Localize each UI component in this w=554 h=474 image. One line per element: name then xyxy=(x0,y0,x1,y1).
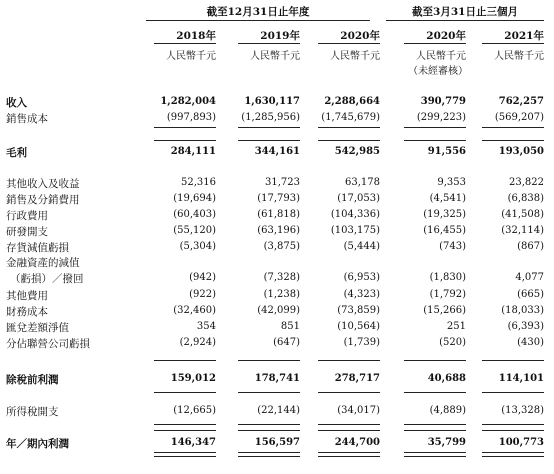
row-value-col-3: (1,739) xyxy=(343,337,380,348)
row-value-col-4: 40,688 xyxy=(427,373,466,384)
row-value-col-5: 23,822 xyxy=(509,177,544,188)
profit-top-rule xyxy=(238,430,300,431)
fiscal-year-period-header: 截至12月31日止年度 xyxy=(206,6,310,18)
pretax-profit-top-rule xyxy=(238,360,300,361)
row-value-col-1: (60,403) xyxy=(173,209,216,220)
row-value-col-2: (1,285,956) xyxy=(241,112,300,123)
subtotal-rule xyxy=(238,127,300,128)
gross-profit-top-rule xyxy=(482,140,544,141)
row-label: 銷售成本 xyxy=(6,113,48,125)
row-label: 行政費用 xyxy=(6,210,48,222)
row-value-col-5: (41,508) xyxy=(501,209,544,220)
pretax-profit-top-rule xyxy=(318,360,380,361)
income-tax-bottom-rule xyxy=(238,424,300,425)
row-value-col-1: (32,460) xyxy=(173,305,216,316)
row-value-col-4: 390,779 xyxy=(420,96,466,107)
row-value-col-2: (7,328) xyxy=(263,272,300,283)
profit-top-rule xyxy=(318,430,380,431)
profit-double-rule xyxy=(154,452,216,457)
row-label: 其他收入及收益 xyxy=(6,178,80,190)
year-header-4: 2020年 xyxy=(426,30,466,42)
row-value-col-5: (569,207) xyxy=(494,112,544,123)
income-tax-bottom-rule xyxy=(404,424,466,425)
row-value-col-4: (15,266) xyxy=(423,305,466,316)
income-tax-bottom-rule xyxy=(318,424,380,425)
row-value-col-2: 851 xyxy=(280,321,300,332)
row-value-col-4: (19,325) xyxy=(423,209,466,220)
subtotal-rule xyxy=(318,127,380,128)
row-value-col-4: (4,889) xyxy=(429,405,466,416)
row-label: 毛利 xyxy=(6,147,27,159)
row-value-col-1: (922) xyxy=(189,289,216,300)
year-header-rule-2 xyxy=(238,43,300,44)
subtotal-rule xyxy=(482,127,544,128)
pretax-profit-top-rule xyxy=(154,360,216,361)
row-label: 研發開支 xyxy=(6,226,48,238)
row-value-col-2: 156,597 xyxy=(254,437,300,448)
quarter-period-header: 截至3月31日止三個月 xyxy=(412,6,518,18)
row-value-col-2: (17,793) xyxy=(257,193,300,204)
pretax-profit-bottom-rule xyxy=(404,392,466,393)
gross-profit-top-rule xyxy=(238,140,300,141)
quarter-header-rule xyxy=(386,20,544,21)
row-label: 金融資產的減值 xyxy=(6,257,80,269)
row-value-col-4: (4,541) xyxy=(429,193,466,204)
row-value-col-3: 278,717 xyxy=(334,373,380,384)
profit-top-rule xyxy=(154,430,216,431)
profit-top-rule xyxy=(404,430,466,431)
pretax-profit-top-rule xyxy=(404,360,466,361)
row-value-col-2: (42,099) xyxy=(257,305,300,316)
row-value-col-5: (430) xyxy=(517,337,544,348)
row-value-col-4: 9,353 xyxy=(437,177,466,188)
row-value-col-4: (1,830) xyxy=(429,272,466,283)
row-value-col-2: 31,723 xyxy=(265,177,300,188)
row-value-col-5: 193,050 xyxy=(498,146,544,157)
row-value-col-1: 354 xyxy=(196,321,216,332)
row-value-col-4: (299,223) xyxy=(416,112,466,123)
row-value-col-2: 344,161 xyxy=(254,146,300,157)
row-label: 匯兌差額淨值 xyxy=(6,322,69,334)
row-value-col-3: (6,953) xyxy=(343,272,380,283)
profit-double-rule xyxy=(482,452,544,457)
unit-label-3: 人民幣千元 xyxy=(330,51,380,62)
row-value-col-1: 159,012 xyxy=(170,373,216,384)
profit-double-rule xyxy=(404,452,466,457)
year-header-3: 2020年 xyxy=(340,30,380,42)
row-value-col-5: 4,077 xyxy=(515,272,544,283)
income-tax-bottom-rule xyxy=(482,424,544,425)
row-label: （虧損）／撥回 xyxy=(10,273,84,285)
row-value-col-2: 1,630,117 xyxy=(244,96,300,107)
row-value-col-2: (22,144) xyxy=(257,405,300,416)
row-value-col-2: (1,238) xyxy=(263,289,300,300)
row-label: 其他費用 xyxy=(6,290,48,302)
year-header-rule-1 xyxy=(154,43,216,44)
year-header-rule-4 xyxy=(404,43,466,44)
row-value-col-3: (10,564) xyxy=(337,321,380,332)
row-value-col-1: 146,347 xyxy=(170,437,216,448)
row-value-col-1: (5,304) xyxy=(179,241,216,252)
unit-label-4: 人民幣千元 xyxy=(416,51,466,62)
unaudited-note: （未經審核） xyxy=(408,66,468,77)
row-value-col-3: (104,336) xyxy=(330,209,380,220)
subtotal-rule xyxy=(404,127,466,128)
row-value-col-3: (1,745,679) xyxy=(321,112,380,123)
unit-label-2: 人民幣千元 xyxy=(250,51,300,62)
row-value-col-5: (867) xyxy=(517,241,544,252)
row-value-col-4: (1,792) xyxy=(429,289,466,300)
row-value-col-5: (18,033) xyxy=(501,305,544,316)
row-value-col-3: 63,178 xyxy=(345,177,380,188)
row-value-col-5: (32,114) xyxy=(501,225,544,236)
pretax-profit-bottom-rule xyxy=(482,392,544,393)
row-value-col-3: (103,175) xyxy=(330,225,380,236)
year-header-1: 2018年 xyxy=(176,30,216,42)
profit-top-rule xyxy=(482,430,544,431)
income-tax-bottom-rule xyxy=(154,424,216,425)
row-value-col-3: (17,053) xyxy=(337,193,380,204)
row-value-col-1: (12,665) xyxy=(173,405,216,416)
row-value-col-5: 114,101 xyxy=(498,373,544,384)
row-value-col-2: (647) xyxy=(273,337,300,348)
pretax-profit-top-rule xyxy=(482,360,544,361)
pretax-profit-bottom-rule xyxy=(318,392,380,393)
row-label: 所得稅開支 xyxy=(6,406,59,418)
row-value-col-2: (3,875) xyxy=(263,241,300,252)
row-value-col-4: (743) xyxy=(439,241,466,252)
row-value-col-2: (61,818) xyxy=(257,209,300,220)
row-value-col-1: (942) xyxy=(189,272,216,283)
pretax-profit-bottom-rule xyxy=(154,392,216,393)
row-value-col-5: 100,773 xyxy=(498,437,544,448)
row-value-col-1: 52,316 xyxy=(181,177,216,188)
row-value-col-4: (16,455) xyxy=(423,225,466,236)
row-label: 分佔聯營公司虧損 xyxy=(6,338,90,350)
row-value-col-5: (6,393) xyxy=(507,321,544,332)
row-value-col-1: (2,924) xyxy=(179,337,216,348)
row-label: 存貨減值虧損 xyxy=(6,242,69,254)
unit-label-5: 人民幣千元 xyxy=(494,51,544,62)
year-header-rule-3 xyxy=(318,43,380,44)
profit-double-rule xyxy=(318,452,380,457)
row-value-col-5: (665) xyxy=(517,289,544,300)
year-header-rule-5 xyxy=(482,43,544,44)
row-value-col-3: (34,017) xyxy=(337,405,380,416)
gross-profit-top-rule xyxy=(318,140,380,141)
row-value-col-1: (997,893) xyxy=(166,112,216,123)
pretax-profit-bottom-rule xyxy=(238,392,300,393)
gross-profit-top-rule xyxy=(154,140,216,141)
row-value-col-1: 284,111 xyxy=(170,146,216,157)
row-value-col-4: 35,799 xyxy=(427,437,466,448)
row-label: 銷售及分銷費用 xyxy=(6,194,80,206)
row-label: 財務成本 xyxy=(6,306,48,318)
row-value-col-4: (520) xyxy=(439,337,466,348)
row-value-col-3: 542,985 xyxy=(334,146,380,157)
row-value-col-2: 178,741 xyxy=(254,373,300,384)
gross-profit-top-rule xyxy=(404,140,466,141)
row-value-col-3: (5,444) xyxy=(343,241,380,252)
row-value-col-3: (4,323) xyxy=(343,289,380,300)
row-value-col-2: (63,196) xyxy=(257,225,300,236)
subtotal-rule xyxy=(154,127,216,128)
year-header-2: 2019年 xyxy=(260,30,300,42)
row-value-col-5: 762,257 xyxy=(498,96,544,107)
row-value-col-3: 2,288,664 xyxy=(324,96,380,107)
row-value-col-1: (55,120) xyxy=(173,225,216,236)
row-value-col-3: 244,700 xyxy=(334,437,380,448)
row-label: 收入 xyxy=(6,97,27,109)
row-value-col-4: 251 xyxy=(446,321,466,332)
fiscal-year-header-rule xyxy=(146,20,370,21)
row-value-col-1: 1,282,004 xyxy=(160,96,216,107)
row-value-col-5: (6,838) xyxy=(507,193,544,204)
row-value-col-5: (13,328) xyxy=(501,405,544,416)
year-header-5: 2021年 xyxy=(504,30,544,42)
unit-label-1: 人民幣千元 xyxy=(166,51,216,62)
row-value-col-3: (73,859) xyxy=(337,305,380,316)
row-value-col-4: 91,556 xyxy=(427,146,466,157)
row-value-col-1: (19,694) xyxy=(173,193,216,204)
row-label: 年／期內利潤 xyxy=(6,438,69,450)
profit-double-rule xyxy=(238,452,300,457)
row-label: 除稅前利潤 xyxy=(6,374,59,386)
